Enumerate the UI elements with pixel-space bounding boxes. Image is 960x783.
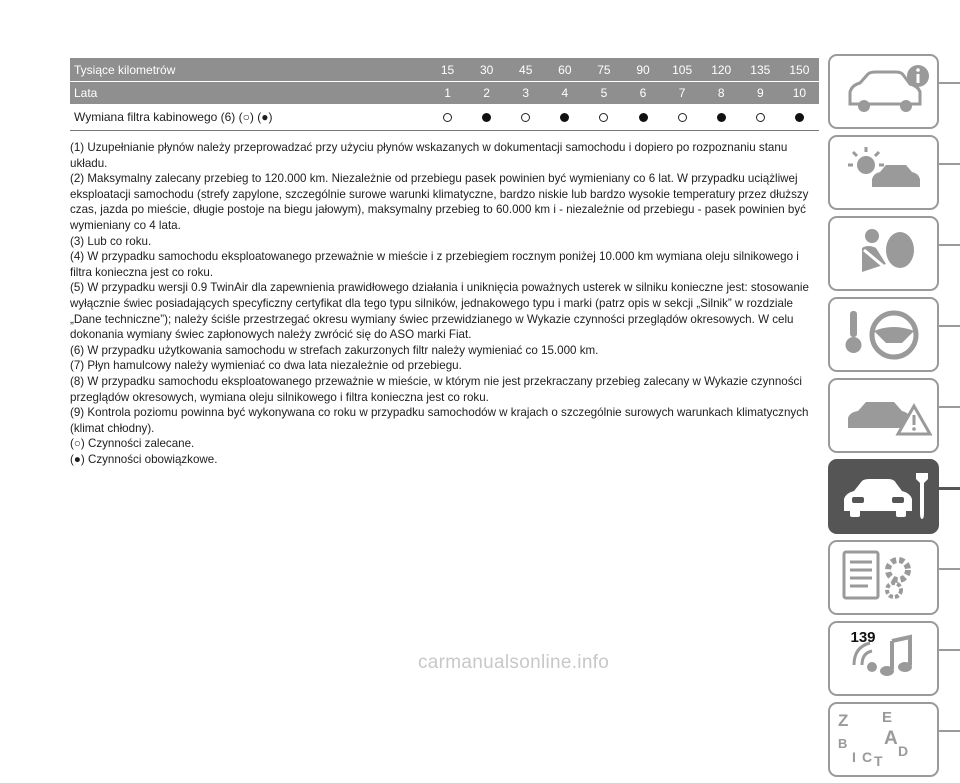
mandatory-mark-icon: [639, 113, 648, 122]
header-km-label: Tysiące kilometrów: [74, 62, 176, 77]
mandatory-mark-icon: [795, 113, 804, 122]
mandatory-mark-icon: [482, 113, 491, 122]
table-cell: 30: [479, 62, 494, 77]
table-cell: 2: [483, 86, 490, 100]
recommended-mark-icon: [599, 113, 608, 122]
interval-mark: [584, 110, 623, 124]
chapter-tab-starting-driving[interactable]: [828, 297, 960, 373]
table-cell: 3: [522, 86, 530, 100]
svg-text:T: T: [874, 753, 883, 769]
chapter-tabs: [828, 54, 960, 783]
table-cell: 120: [711, 62, 732, 77]
footnote: (7) Płyn hamulcowy należy wymieniać co dwa lata niezależnie od przebiegu.: [70, 359, 462, 373]
chapter-tab-technical-data[interactable]: [828, 540, 960, 616]
svg-text:B: B: [838, 736, 848, 751]
footnote: (9) Kontrola poziomu powinna być wykonywana co roku w przypadku samochodów w krajach o szczególnie surowych warunkach klimatycznych (klimat chłodny).: [70, 406, 809, 435]
chapter-tab-safety[interactable]: [828, 216, 960, 292]
mandatory-mark-icon: [717, 113, 726, 122]
table-cell: 4: [561, 86, 569, 100]
chapter-tab-maintenance[interactable]: [828, 459, 960, 535]
table-cell: 60: [558, 62, 572, 77]
interval-mark: [428, 110, 467, 124]
table-header-years: [70, 82, 819, 104]
footnote: (○) Czynności zalecane.: [70, 437, 195, 451]
table-header-km: [70, 58, 819, 82]
watermark: carmanualsonline.info: [418, 652, 610, 673]
car-info-icon: [832, 58, 934, 124]
table-cell: 150: [789, 62, 810, 77]
footnote: (1) Uzupełnianie płynów należy przeprowadzać przy użyciu płynów wskazanych w dokumentacji samochodu i dopiero po rozpoznaniu stanu układu.: [70, 141, 788, 170]
chapter-tab-dashboard-lights[interactable]: [828, 135, 960, 211]
recommended-mark-icon: [756, 113, 765, 122]
table-cell: 7: [678, 86, 686, 100]
table-cell: 8: [717, 86, 725, 100]
technical-data-icon: [832, 544, 934, 610]
table-cell: 5: [600, 86, 608, 100]
interval-mark: [663, 110, 702, 124]
steering-wheel-key-icon: [832, 301, 934, 367]
footnote: (8) W przypadku samochodu eksploatowanego przeważnie w mieście, w którym nie jest przekraczany przebieg zalecany w Wykazie czynności przeglądów okresowych, wymiana oleju silnikowego i filtra konieczna jest co roku.: [70, 374, 802, 404]
row-label: Wymiana filtra kabinowego (6) (○) (●): [74, 110, 273, 124]
recommended-mark-icon: [521, 113, 530, 122]
footnote: (6) W przypadku użytkowania samochodu w strefach zakurzonych filtr należy wymieniać co 15.000 km.: [70, 343, 599, 357]
footnote: (2) Maksymalny zalecany przebieg to 120.000 km. Niezależnie od przebiegu pasek powinien być wymieniany co 6 lat. W przypadku uciążliwej eksploatacji samochodu (strefy zapylone, szczególnie surowe warunki klimatyczne, bardzo niskie lub bardzo wysokie temperatury przez dłuższy czas, jazda po mieście, długie postoje na biegu jałowym), maksymalny przebieg to 60.000 km i - niezależnie od przebiegu - pasek powinien być wymieniany co 4 lata.: [70, 172, 809, 232]
maintenance-table: [70, 58, 819, 131]
interval-mark: [702, 110, 741, 124]
interval-mark: [623, 110, 662, 124]
footnote: (5) W przypadku wersji 0.9 TwinAir dla zapewnienia prawidłowego działania i uniknięcia poważnych usterek w silniku konieczne jest: stosowanie wyłącznie świec posiadających specyficzny certyfikat dla tego typu silników, jednakowego typu i marki (patrz opis w sekcji „Silnik” w rozdziale „Dane techniczne”); należy ściśle przestrzegać okresu wymiany świec przewidzianego w Wykazie czynności przeglądów okresowych. W celu dokonania wymiany świec zapłonowych należy zwrócić się do ASO marki Fiat.: [70, 281, 809, 342]
table-cell: 105: [672, 62, 693, 77]
car-maintenance-icon: [832, 463, 934, 529]
emergency-warning-icon: [832, 382, 934, 448]
header-years-label: Lata: [74, 86, 98, 100]
chapter-tab-index[interactable]: [828, 702, 960, 778]
footnote: (3) Lub co roku.: [70, 234, 152, 248]
page-number: 139: [850, 629, 876, 646]
footnote: (4) W przypadku samochodu eksploatowanego przeważnie w mieście i z przebiegiem rocznym poniżej 10.000 km wymiana oleju silnikowego i filtra konieczna jest co roku.: [70, 250, 799, 279]
dashboard-lights-icon: [832, 139, 934, 205]
svg-text:Z: Z: [838, 711, 849, 730]
table-cell: 90: [636, 62, 650, 77]
interval-mark: [741, 110, 780, 124]
table-row: [70, 104, 819, 131]
svg-text:D: D: [898, 743, 909, 759]
table-cell: 15: [440, 62, 455, 77]
table-cell: 75: [597, 62, 611, 77]
svg-text:A: A: [884, 728, 898, 749]
recommended-mark-icon: [443, 113, 452, 122]
chapter-tab-emergency[interactable]: [828, 378, 960, 454]
table-cell: 6: [639, 86, 647, 100]
svg-text:C: C: [862, 749, 873, 765]
airbag-safety-icon: [832, 220, 934, 286]
recommended-mark-icon: [678, 113, 687, 122]
chapter-tab-car-info[interactable]: [828, 54, 960, 130]
footnotes: [70, 140, 822, 467]
footnote: (●) Czynności obowiązkowe.: [70, 452, 218, 466]
interval-mark: [506, 110, 545, 124]
interval-mark: [545, 110, 584, 124]
table-cell: 1: [444, 86, 451, 100]
table-cell: 135: [750, 62, 771, 77]
table-cell: 45: [519, 62, 533, 77]
interval-mark: [780, 110, 819, 124]
mandatory-mark-icon: [560, 113, 569, 122]
interval-mark: [467, 110, 506, 124]
alphabetical-index-icon: [832, 706, 934, 772]
svg-text:E: E: [882, 709, 893, 726]
svg-text:I: I: [852, 749, 856, 765]
table-cell: 9: [756, 86, 764, 100]
table-cell: 10: [792, 86, 807, 100]
